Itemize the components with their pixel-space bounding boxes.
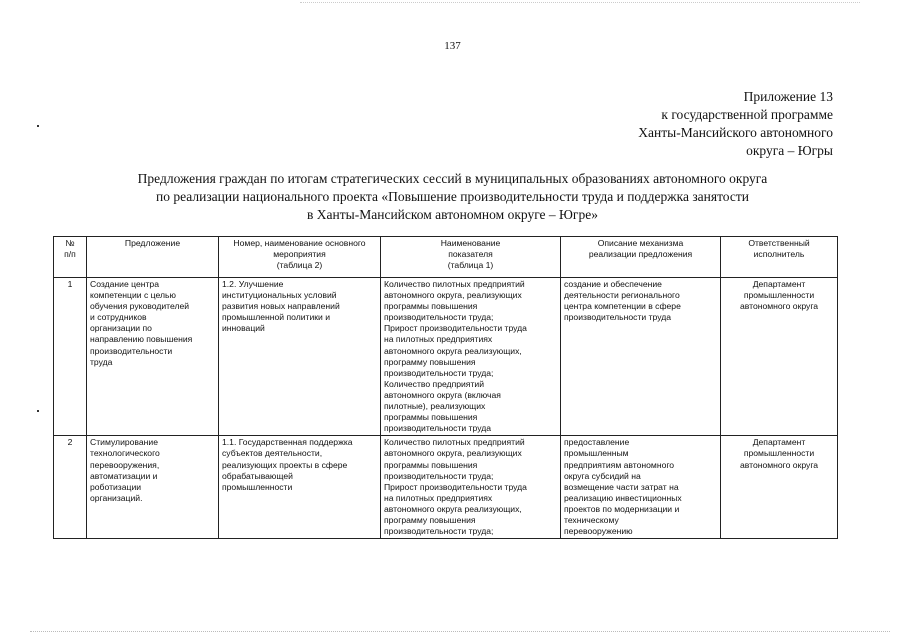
- appendix-block: [638, 88, 833, 160]
- cell-line: предприятиям автономного: [564, 459, 675, 470]
- table-row: [54, 278, 838, 436]
- cell-num: 1: [54, 278, 87, 436]
- cell-line: автономного округа: [739, 459, 819, 470]
- cell-line: программы повышения: [384, 301, 478, 312]
- cell-line: мероприятия: [273, 249, 326, 260]
- cell-line: программу повышения: [384, 514, 476, 525]
- appendix-line: к государственной программе: [661, 107, 833, 122]
- scan-noise-bottom: [30, 631, 890, 632]
- cell-line: предоставление: [564, 437, 630, 448]
- cell-line: 1.2. Улучшение: [222, 279, 284, 289]
- cell-line: программы повышения: [384, 459, 478, 470]
- header-indicator: [381, 237, 561, 278]
- cell-line: Стимулирование: [90, 437, 159, 448]
- title-line: в Ханты-Мансийском автономном округе – Югре»: [307, 207, 598, 222]
- cell-proposal: [87, 278, 219, 436]
- header-responsible: [721, 237, 838, 278]
- cell-line: округа субсидий на: [564, 470, 641, 481]
- cell-proposal: [87, 436, 219, 539]
- cell-line: перевооружения,: [90, 459, 160, 470]
- table-row: [54, 436, 838, 539]
- title-line: по реализации национального проекта «Повышение производительности труда и поддержка занятости: [155, 189, 749, 204]
- cell-line: перевооружению: [564, 526, 633, 537]
- cell-line: развития новых направлений: [222, 301, 340, 312]
- cell-mechanism: [561, 436, 721, 539]
- cell-line: компетенции с целью: [90, 290, 176, 301]
- cell-line: показателя: [448, 249, 493, 260]
- cell-num: 2: [54, 436, 87, 539]
- cell-line: Прирост производительности труда: [384, 481, 527, 492]
- page-number: 137: [444, 40, 461, 52]
- cell-line: труда: [90, 356, 113, 367]
- cell-line: (таблица 1): [447, 260, 494, 271]
- cell-line: организаций.: [90, 492, 143, 503]
- cell-line: автономного округа, реализующих: [384, 448, 522, 459]
- header-mechanism: [561, 237, 721, 278]
- cell-line: деятельности регионального: [564, 290, 680, 301]
- cell-responsible: [721, 278, 838, 436]
- cell-line: реализации предложения: [588, 249, 693, 260]
- cell-program: [219, 436, 381, 539]
- cell-line: Наименование: [440, 238, 501, 248]
- cell-line: организации по: [90, 323, 152, 334]
- cell-line: обучения руководителей: [90, 301, 190, 312]
- cell-line: программу повышения: [384, 356, 476, 367]
- cell-line: производительности труда;: [384, 312, 494, 323]
- cell-line: центра компетенции в сфере: [564, 301, 681, 312]
- cell-line: №: [65, 238, 75, 248]
- cell-line: 1.1. Государственная поддержка: [222, 437, 353, 448]
- cell-line: автономного округа: [739, 301, 819, 312]
- appendix-line: Приложение 13: [743, 89, 833, 104]
- cell-line: автономного округа, реализующих: [384, 290, 522, 301]
- cell-line: исполнитель: [753, 249, 805, 260]
- scan-noise-top: [300, 2, 860, 3]
- cell-line: производительности труда: [384, 423, 492, 434]
- appendix-line: округа – Югры: [746, 143, 833, 158]
- cell-line: направлению повышения: [90, 334, 193, 345]
- cell-line: (таблица 2): [276, 260, 323, 271]
- cell-line: Количество пилотных предприятий: [384, 437, 525, 448]
- cell-line: Департамент: [752, 279, 806, 289]
- cell-line: производительности труда: [564, 312, 672, 323]
- cell-line: промышленности: [743, 290, 815, 301]
- cell-line: на пилотных предприятиях: [384, 492, 493, 503]
- cell-line: роботизации: [90, 481, 142, 492]
- cell-line: институциональных условий: [222, 290, 337, 301]
- cell-line: проектов по модернизации и: [564, 503, 680, 514]
- cell-line: промышленным: [564, 448, 629, 459]
- cell-line: и сотрудников: [90, 312, 147, 323]
- cell-line: субъектов деятельности,: [222, 448, 323, 459]
- cell-line: Создание центра: [90, 279, 159, 289]
- cell-line: реализацию инвестиционных: [564, 492, 682, 503]
- cell-line: Прирост производительности труда: [384, 323, 527, 334]
- cell-line: на пилотных предприятиях: [384, 334, 493, 345]
- cell-line: Предложение: [124, 238, 181, 248]
- cell-line: реализующих проекты в сфере: [222, 459, 348, 470]
- cell-program: [219, 278, 381, 436]
- cell-line: производительности труда;: [384, 526, 494, 537]
- cell-indicator: [381, 436, 561, 539]
- cell-line: создание и обеспечение: [564, 279, 662, 289]
- cell-line: технологического: [90, 448, 160, 459]
- header-program: [219, 237, 381, 278]
- cell-responsible: [721, 436, 838, 539]
- cell-line: Департамент: [752, 437, 806, 448]
- cell-line: промышленности: [222, 481, 293, 492]
- scan-dot: [37, 410, 39, 412]
- cell-line: промышленности: [743, 448, 815, 459]
- cell-line: автономного округа (включая: [384, 389, 501, 400]
- cell-line: Количество предприятий: [384, 378, 484, 389]
- document-title: [0, 170, 905, 224]
- cell-line: автоматизации и: [90, 470, 158, 481]
- cell-line: промышленной политики и: [222, 312, 330, 323]
- cell-indicator: [381, 278, 561, 436]
- cell-line: Описание механизма: [597, 238, 684, 248]
- cell-line: Номер, наименование основного: [233, 238, 366, 248]
- cell-line: производительности: [90, 345, 173, 356]
- cell-line: инноваций: [222, 323, 265, 334]
- cell-line: автономного округа реализующих,: [384, 503, 522, 514]
- cell-line: Ответственный: [748, 238, 810, 248]
- title-line: Предложения граждан по итогам стратегических сессий в муниципальных образованиях автономного округа: [137, 171, 768, 186]
- scan-dot: [37, 125, 39, 127]
- proposals-table: [53, 236, 838, 539]
- cell-line: возмещение части затрат на: [564, 481, 679, 492]
- table-header-row: [54, 237, 838, 278]
- cell-line: автономного округа реализующих,: [384, 345, 522, 356]
- cell-line: Количество пилотных предприятий: [384, 279, 525, 289]
- cell-line: программы повышения: [384, 412, 478, 423]
- cell-line: производительности труда;: [384, 367, 494, 378]
- header-num: [54, 237, 87, 278]
- header-proposal: [87, 237, 219, 278]
- cell-line: производительности труда;: [384, 470, 494, 481]
- appendix-line: Ханты-Мансийского автономного: [638, 125, 833, 140]
- cell-mechanism: [561, 278, 721, 436]
- cell-line: техническому: [564, 514, 619, 525]
- cell-line: п/п: [64, 249, 76, 260]
- cell-line: обрабатывающей: [222, 470, 293, 481]
- cell-line: пилотные), реализующих: [384, 401, 486, 412]
